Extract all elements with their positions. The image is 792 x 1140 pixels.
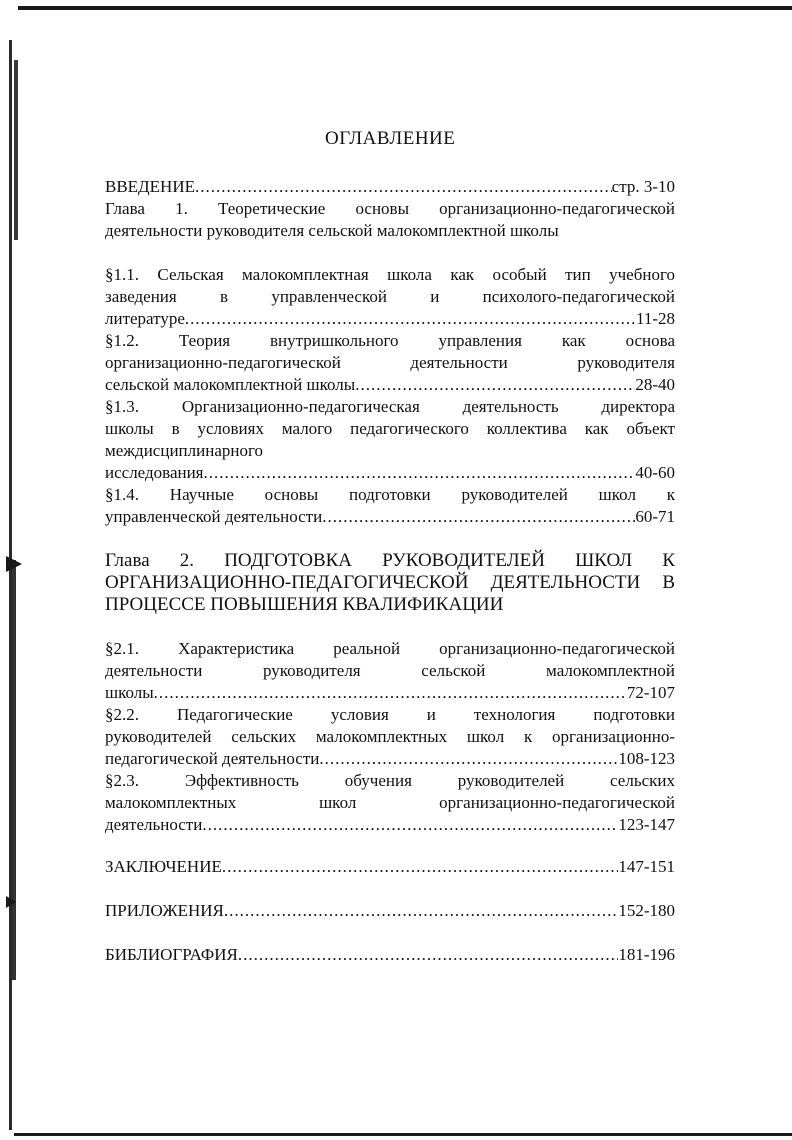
toc-entry-label: педагогической деятельности — [105, 749, 320, 768]
toc-entry-label: исследования — [105, 463, 204, 482]
section-2-1-line: §2.1. Характеристика реальной организационно-педагогической — [105, 639, 675, 658]
leader-dots — [222, 856, 618, 878]
leader-dots — [355, 374, 635, 396]
binding-marker-icon — [6, 896, 16, 908]
toc-entry-page: 123-147 — [618, 815, 675, 834]
chapter-2-heading-line: Глава 2. ПОДГОТОВКА РУКОВОДИТЕЛЕЙ ШКОЛ К — [105, 550, 675, 571]
chapter-1-heading-line: деятельности руководителя сельской малокомплектной школы — [105, 221, 559, 240]
toc-entry-label: литературе — [105, 309, 185, 328]
toc-entry-section-1-2 — [105, 374, 675, 396]
toc-entry-page: 40-60 — [635, 463, 675, 482]
section-2-2-line: руководителей сельских малокомплектных школ к организационно- — [105, 727, 675, 746]
toc-entry-conclusion — [105, 856, 675, 878]
section-1-3-line: междисциплинарного — [105, 441, 264, 460]
section-1-1-line: §1.1. Сельская малокомплектная школа как особый тип учебного — [105, 265, 675, 284]
section-1-2-line: организационно-педагогической деятельности руководителя — [105, 353, 675, 372]
toc-entry-section-2-3 — [105, 814, 675, 836]
chapter-2-heading-line: ОРГАНИЗАЦИОННО-ПЕДАГОГИЧЕСКОЙ ДЕЯТЕЛЬНОСТИ В — [105, 572, 675, 593]
section-1-3-line: школы в условиях малого педагогического коллектива как объект — [105, 419, 675, 438]
scan-edge-shadow — [12, 560, 16, 980]
scan-border-top — [18, 6, 792, 10]
section-2-3-line: малокомплектных школ организационно-педагогической — [105, 793, 675, 812]
toc-entry-appendices — [105, 900, 675, 922]
toc-entry-section-1-1 — [105, 308, 675, 330]
toc-entry-page: 147-151 — [618, 857, 675, 876]
leader-dots — [185, 308, 636, 330]
toc-entry-section-1-3 — [105, 462, 675, 484]
toc-entry-section-1-4 — [105, 506, 675, 528]
toc-entry-section-2-1 — [105, 682, 675, 704]
leader-dots — [224, 900, 618, 922]
section-1-3-line: §1.3. Организационно-педагогическая деятельность директора — [105, 397, 675, 416]
section-1-2-line: §1.2. Теория внутришкольного управления как основа — [105, 331, 675, 350]
chapter-1-heading-line: Глава 1. Теоретические основы организационно-педагогической — [105, 199, 675, 218]
toc-entry-label: ВВЕДЕНИЕ — [105, 177, 195, 196]
leader-dots — [195, 176, 612, 198]
toc-entry-label: деятельности — [105, 815, 203, 834]
toc-entry-page: 181-196 — [618, 945, 675, 964]
toc-entry-bibliography — [105, 944, 675, 966]
leader-dots — [238, 944, 619, 966]
section-1-4-line: §1.4. Научные основы подготовки руководителей школ к — [105, 485, 675, 504]
toc-entry-intro — [105, 176, 675, 198]
toc-entry-label: ПРИЛОЖЕНИЯ — [105, 901, 224, 920]
toc-entry-page: 11-28 — [635, 309, 675, 328]
leader-dots — [154, 682, 627, 704]
scan-border-bottom — [14, 1133, 792, 1136]
page-title: ОГЛАВЛЕНИЕ — [325, 128, 456, 149]
toc-entry-page: 152-180 — [618, 901, 675, 920]
toc-entry-section-2-2 — [105, 748, 675, 770]
toc-entry-label: школы — [105, 683, 154, 702]
toc-entry-page: 108-123 — [618, 749, 675, 768]
toc-entry-label: ЗАКЛЮЧЕНИЕ — [105, 857, 222, 876]
toc-entry-page: 28-40 — [635, 375, 675, 394]
toc-entry-page: 60-71 — [635, 507, 675, 526]
toc-entry-label: сельской малокомплектной школы — [105, 375, 356, 394]
scan-edge-shadow — [14, 60, 18, 240]
toc-entry-label: управленческой деятельности — [105, 507, 323, 526]
leader-dots — [322, 506, 635, 528]
chapter-2-heading-line: ПРОЦЕССЕ ПОВЫШЕНИЯ КВАЛИФИКАЦИИ — [105, 594, 504, 615]
section-1-1-line: заведения в управленческой и психолого-педагогической — [105, 287, 675, 306]
toc-entry-page: 72-107 — [626, 683, 675, 702]
section-2-3-line: §2.3. Эффективность обучения руководителей сельских — [105, 771, 675, 790]
leader-dots — [204, 462, 636, 484]
section-2-2-line: §2.2. Педагогические условия и технология подготовки — [105, 705, 675, 724]
leader-dots — [202, 814, 618, 836]
toc-entry-label: БИБЛИОГРАФИЯ — [105, 945, 238, 964]
section-2-1-line: деятельности руководителя сельской малокомплектной — [105, 661, 675, 680]
leader-dots — [319, 748, 618, 770]
toc-entry-page: стр. 3-10 — [611, 177, 675, 196]
binding-marker-icon — [6, 556, 22, 572]
